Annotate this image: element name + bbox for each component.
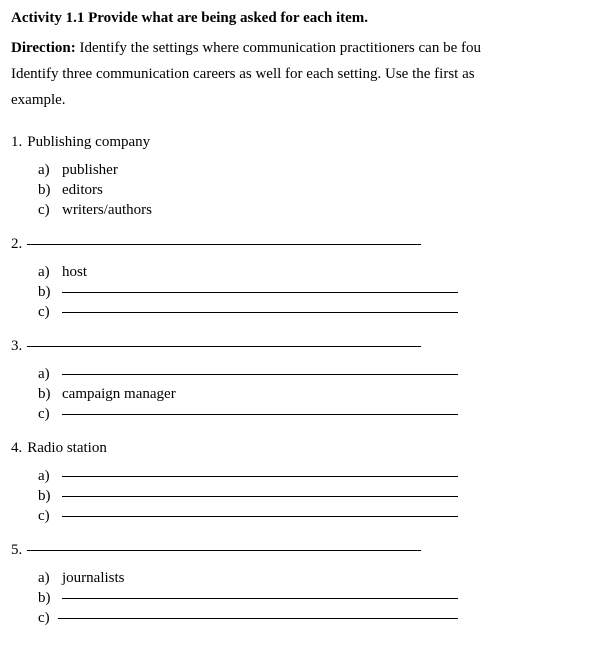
item-label: Publishing company [27,134,151,150]
item-number: 4. [11,440,23,456]
subitem-marker: c) [38,508,50,524]
subitem-row [38,364,611,384]
subitem-marker: a) [38,264,50,280]
direction-line-1 [11,35,611,61]
subitem-marker: a) [38,162,50,178]
subitem-marker: b) [38,182,51,198]
spacer [11,322,611,336]
spacer [11,458,611,466]
item-answer-blank[interactable] [27,550,421,551]
direction-paragraph [11,26,611,113]
item-header [11,132,611,152]
subitem-marker: a) [38,366,50,382]
spacer [11,560,611,568]
subitem-marker: b) [38,386,51,402]
subitem-answer-blank[interactable] [58,618,458,619]
subitem-answer-text: writers/authors [62,202,152,218]
list-item [11,540,611,642]
subitem-answer-blank[interactable] [62,414,458,415]
subitem-row [38,608,611,628]
item-header [11,234,611,254]
subitem-answer-text: editors [62,182,103,198]
subitem-row [38,466,611,486]
spacer [11,152,611,160]
list-item [11,336,611,438]
subitem-marker: c) [38,304,50,320]
subitem-marker: a) [38,570,50,586]
subitem-row [38,486,611,506]
subitems-list [11,364,611,424]
subitem-answer-text: journalists [62,570,125,586]
subitem-answer-blank[interactable] [62,292,458,293]
subitem-answer-blank[interactable] [62,496,458,497]
subitem-marker: b) [38,590,51,606]
item-header [11,540,611,560]
subitem-row [38,282,611,302]
spacer [11,424,611,438]
spacer [11,526,611,540]
subitem-row [38,384,611,404]
activity-title: Activity 1.1 Provide what are being asked for each item. [11,10,369,26]
subitem-answer-text: host [62,264,88,280]
direction-label: Direction: [11,40,76,56]
item-header [11,438,611,458]
subitem-row [38,404,611,424]
direction-line-2: Identify three communication careers as well for each setting. Use the first as [11,66,475,82]
direction-line-1-text: Identify the settings where communication practitioners can be fou [75,40,481,56]
subitems-list [11,262,611,322]
subitem-answer-blank[interactable] [62,598,458,599]
subitem-marker: c) [38,406,50,422]
list-item [11,234,611,336]
numbered-items-list [11,132,611,642]
spacer [11,356,611,364]
list-item [11,438,611,540]
subitem-answer-blank[interactable] [62,516,458,517]
subitem-answer-text: publisher [62,162,118,178]
subitem-row [38,588,611,608]
item-header [11,336,611,356]
item-answer-blank[interactable] [27,346,421,347]
subitem-row [38,506,611,526]
item-number: 5. [11,542,23,558]
subitem-row [38,180,611,200]
subitem-answer-blank[interactable] [62,312,458,313]
spacer [11,113,611,132]
subitem-row [38,302,611,322]
subitems-list [11,568,611,628]
subitem-answer-blank[interactable] [62,374,458,375]
subitem-marker: c) [38,610,50,626]
subitem-answer-text: campaign manager [62,386,176,402]
item-answer-blank[interactable] [27,244,421,245]
subitems-list [11,160,611,220]
direction-line-3: example. [11,92,66,108]
spacer [11,220,611,234]
subitem-marker: b) [38,488,51,504]
subitem-row [38,160,611,180]
subitem-marker: b) [38,284,51,300]
subitem-answer-blank[interactable] [62,476,458,477]
list-item [11,132,611,234]
subitem-row [38,262,611,282]
subitem-marker: c) [38,202,50,218]
item-label: Radio station [27,440,107,456]
item-number: 2. [11,236,23,252]
subitem-row [38,568,611,588]
item-number: 1. [11,134,23,150]
item-number: 3. [11,338,23,354]
subitem-marker: a) [38,468,50,484]
spacer [11,628,611,642]
subitems-list [11,466,611,526]
spacer [11,254,611,262]
subitem-row [38,200,611,220]
